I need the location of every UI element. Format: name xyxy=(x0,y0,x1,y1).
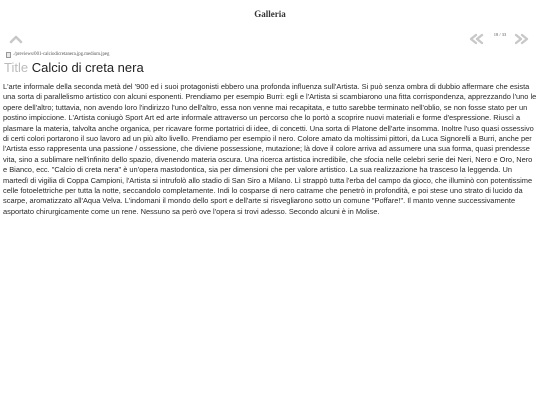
chevron-up-icon[interactable] xyxy=(9,30,23,42)
title-text: Calcio di creta nera xyxy=(31,60,144,75)
broken-image-icon xyxy=(6,52,11,58)
double-chevron-right-icon[interactable] xyxy=(514,30,530,42)
image-alt-text: ./previews/001-calciodicretanera.jpg.medium.jpeg xyxy=(13,52,110,57)
double-chevron-left-icon[interactable] xyxy=(468,30,484,42)
item-description: L'arte informale della seconda metà del '900 ed i suoi protagonisti ebbero una profonda influenza sull'Artista. Si può senza ombra di dubbio affermare che esista una sorta di parallelismo artistico con alcuni esponenti. Prendiamo per esempio Burri: egli e l'Artista si scambiarono una fitta corrispondenza, apprezzando l'uno le opere dell'altro; tuttavia, non avendo loro l'indirizzo l'uno dell'altro, essa non venne mai recapitata, e tutto sarebbe terminato nell'oblio, se non fosse stato per un postino impiccione. L'Artista coniugò Sport Art ed arte informale attraverso un percorso che lo portò a scoprire nuovi materiali e forme d'espressione. Riuscì a plasmare la materia, talvolta anche organica, per ricavare forme portatrici di idee, di concetti. Una sorta di Platone dell'arte insomma. Inoltre l'uso quasi ossessivo di certi colori portarono il suo lavoro ad un più alto livello. Prendiamo per esempio il nero. Colore amato da moltissimi pittori, da Luca Signorelli a Burri, anche per l'Artista esso rappresenta una passione / ossessione, che diviene possessione, mutazione; là dove il colore arriva ad assumere una sua forma, quasi prendesse vita, sino a sublimare nell'infinito dello spazio, divenendo materia oscura. Una ricerca artistica incredibile, che sfocia nelle celebri serie dei Neri, Nero e Oro, Nero e Bianco, ecc. "Calcio di creta nera" è un'opera mastodontica, sia per dimensioni che per valore artistico. La sua realizzazione ha trasceso la leggenda. Un martedì di vigilia di Coppa Campioni, l'Artista si intrufolò allo stadio di San Siro a Milano. Lì strappò tutta l'erba del campo da gioco, che illuminò con potentissime celle fotoelettriche per tutta la notte, seccandolo completamente. Indi lo cosparse di nero catrame che penetrò in profondità, e poi stese uno strato di lucido da scarpe, aromatizzato all'Aqua Velva. L'indomani il mondo dello sport e dell'arte si risvegliarono sotto un comune "Poffare!". Il manto venne successivamente asportato chirurgicamente come un rene. Nessuno sa però ove l'opera si trovi adesso. Secondo alcuni è in Molise. xyxy=(3,82,537,216)
page-counter: 18 / 33 xyxy=(493,32,507,37)
gallery-title: Galleria xyxy=(254,9,286,19)
item-title xyxy=(4,60,144,75)
artwork-image[interactable] xyxy=(6,50,109,59)
title-prefix: Title xyxy=(4,60,29,75)
